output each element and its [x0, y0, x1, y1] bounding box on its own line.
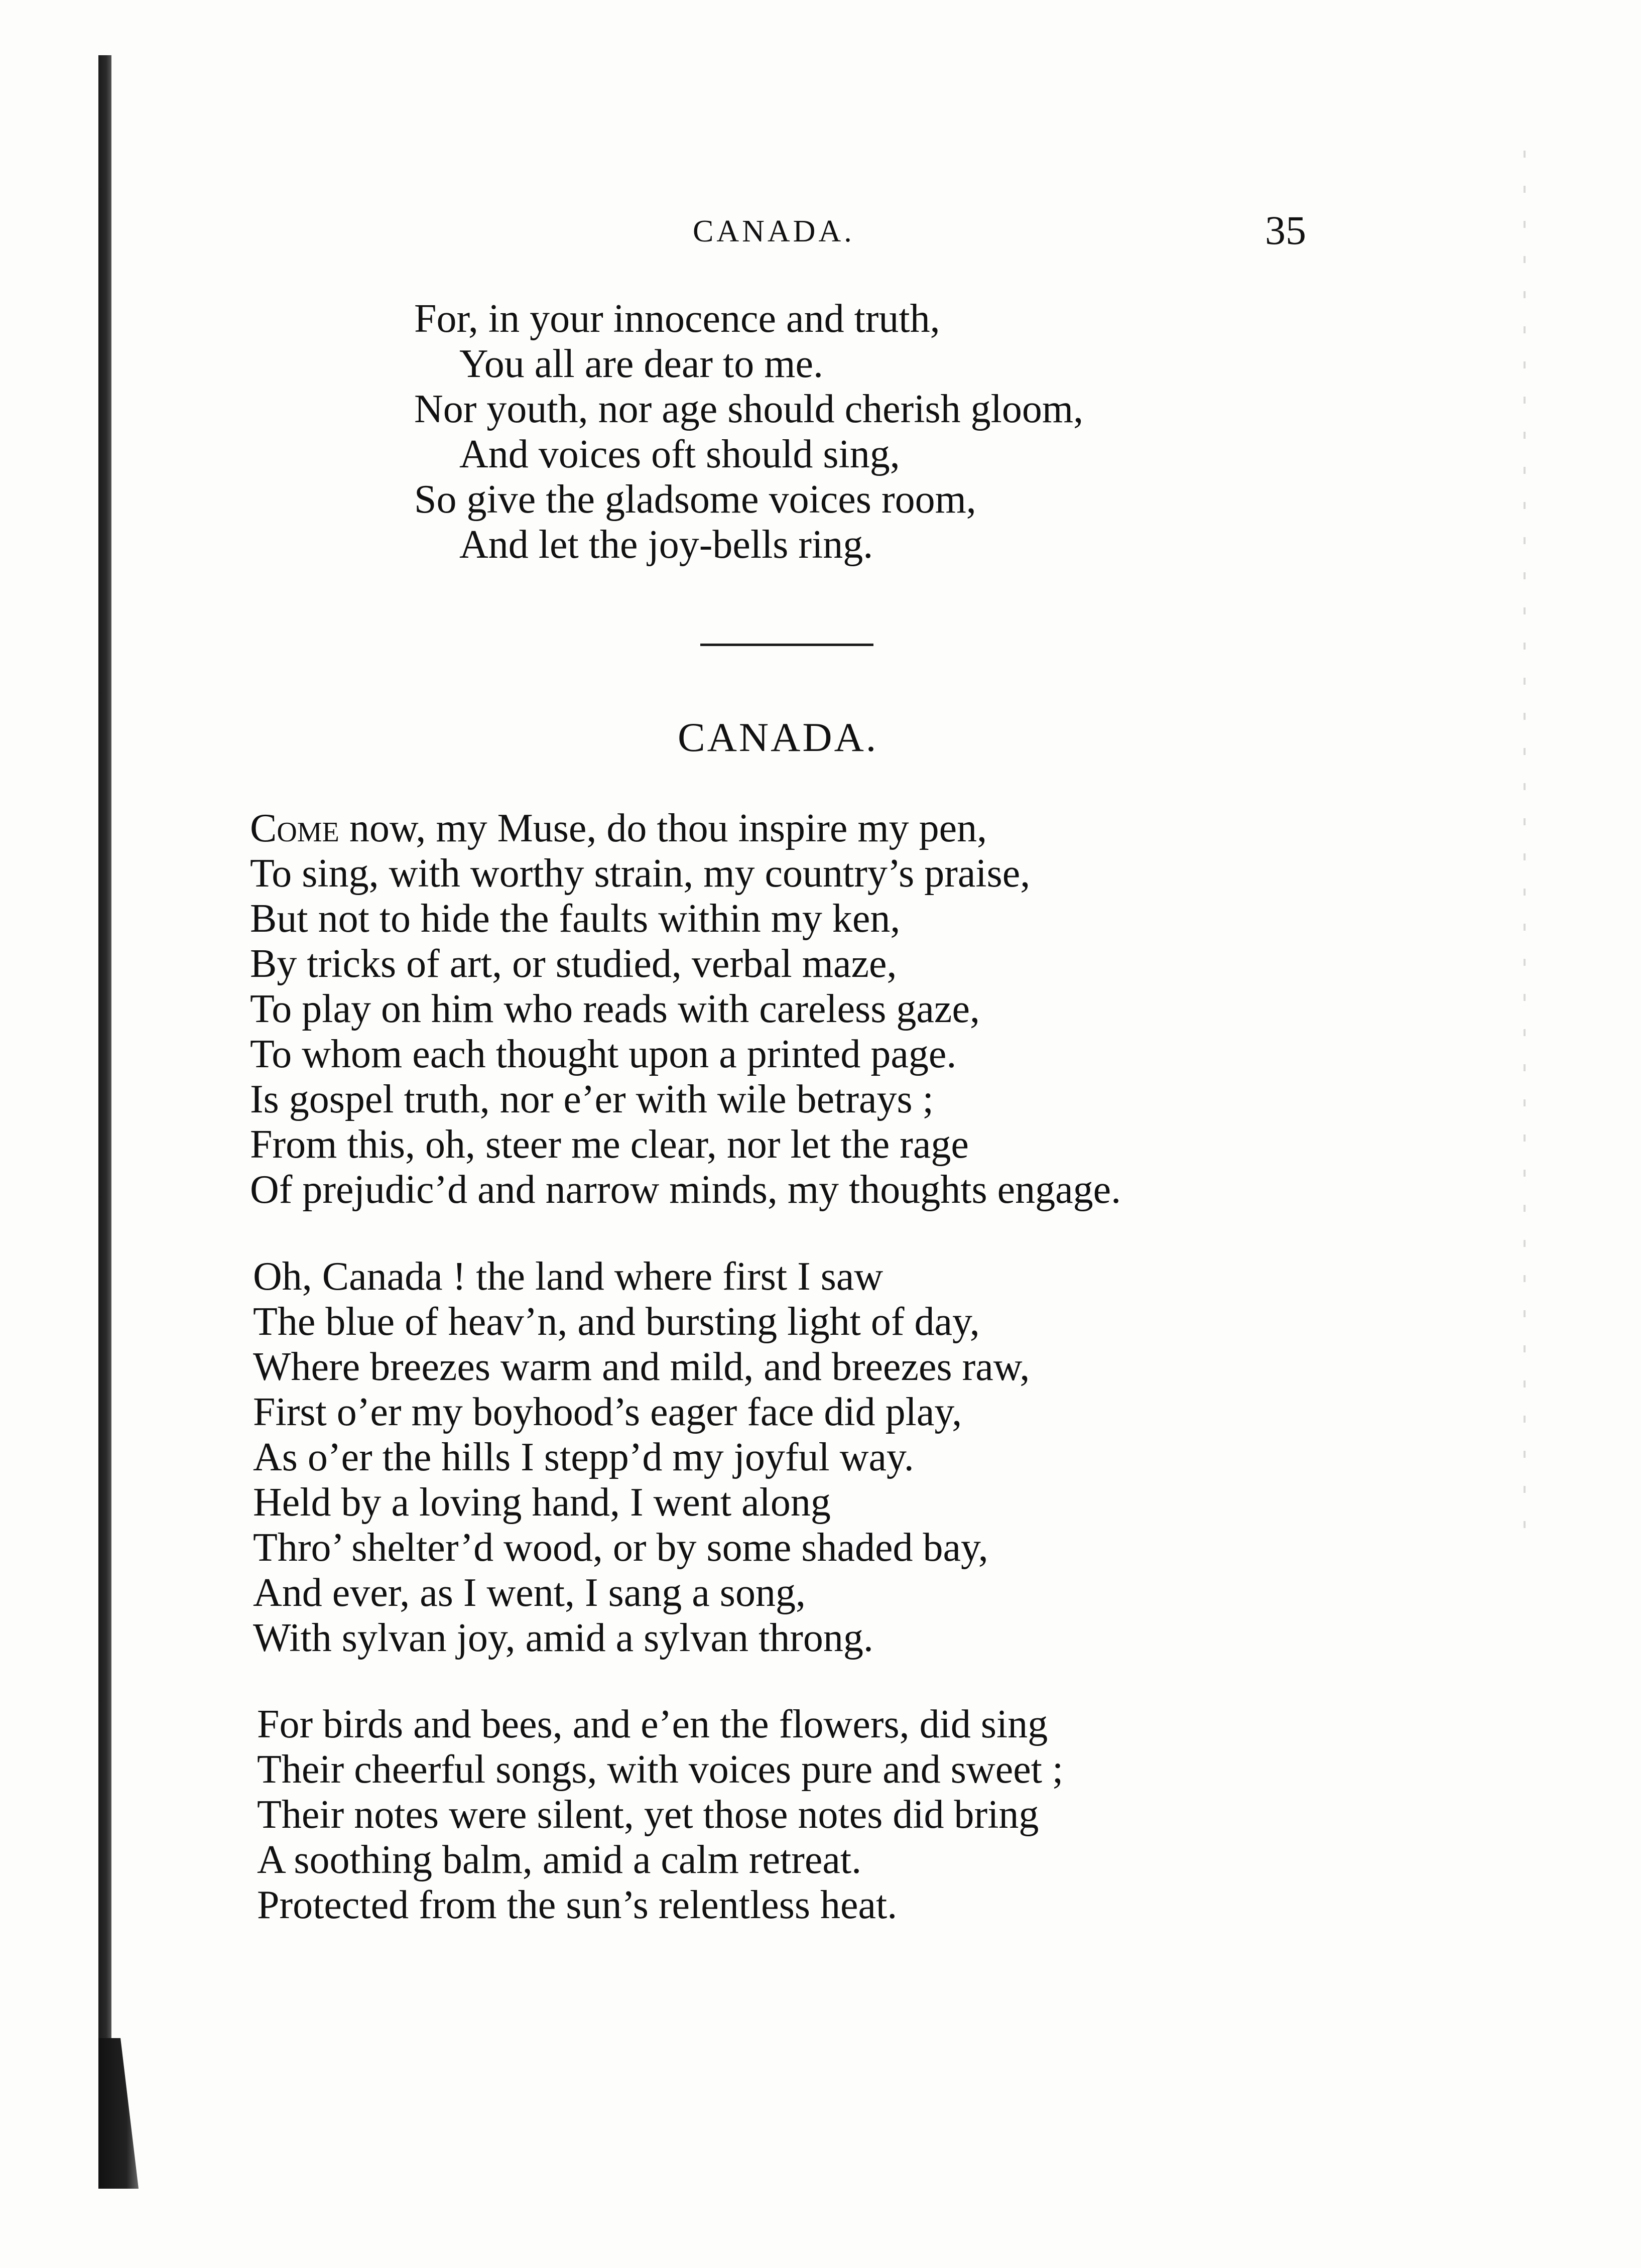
verse-line: To play on him who reads with careless gaze, [250, 987, 980, 1031]
verse-line: A soothing balm, amid a calm retreat. [257, 1838, 862, 1882]
verse-line: First o’er my boyhood’s eager face did play, [253, 1390, 962, 1434]
running-title: CANADA. [693, 214, 855, 248]
poem-title: CANADA. [678, 714, 878, 760]
page-edge-specks [1524, 151, 1526, 1556]
verse-line: The blue of heav’n, and bursting light of day, [253, 1300, 980, 1344]
stanza-three [257, 1702, 1063, 1928]
verse-line: Nor youth, nor age should cherish gloom, [414, 387, 1084, 431]
verse-line: By tricks of art, or studied, verbal maze, [250, 942, 897, 986]
section-divider [700, 644, 873, 646]
stanza-one [250, 806, 1121, 1212]
page-number: 35 [1265, 207, 1306, 253]
continuation-stanza [414, 296, 1083, 567]
first-line-rest: now, my Muse, do thou inspire my pen, [339, 806, 987, 850]
verse-line: Oh, Canada ! the land where first I saw [253, 1254, 883, 1299]
binding-edge [98, 55, 111, 2179]
verse-line: Of prejudic’d and narrow minds, my thoughts engage. [250, 1168, 1121, 1212]
verse-line: You all are dear to me. [459, 342, 823, 386]
verse-line: And let the joy-bells ring. [459, 523, 873, 567]
verse-line: Is gospel truth, nor e’er with wile betrays ; [250, 1077, 934, 1121]
binding-shadow [98, 2038, 139, 2189]
verse-line: To whom each thought upon a printed page. [250, 1032, 957, 1076]
drop-word: Come [250, 806, 339, 850]
verse-line: To sing, with worthy strain, my country’s praise, [250, 851, 1031, 896]
stanza-two [253, 1254, 1030, 1661]
verse-line: For, in your innocence and truth, [414, 297, 940, 341]
verse-line-first [250, 806, 1121, 851]
verse-line: And ever, as I went, I sang a song, [253, 1571, 806, 1615]
verse-line: But not to hide the faults within my ken, [250, 897, 901, 941]
verse-line: From this, oh, steer me clear, nor let the rage [250, 1122, 969, 1167]
verse-line: Their cheerful songs, with voices pure and sweet ; [257, 1747, 1064, 1792]
verse-line: For birds and bees, and e’en the flowers, did sing [257, 1702, 1048, 1746]
verse-line: Their notes were silent, yet those notes did bring [257, 1793, 1039, 1837]
verse-line: So give the gladsome voices room, [414, 477, 976, 522]
verse-line: Thro’ shelter’d wood, or by some shaded bay, [253, 1526, 988, 1570]
verse-line: As o’er the hills I stepp’d my joyful way. [253, 1435, 914, 1479]
verse-line: And voices oft should sing, [459, 432, 900, 476]
verse-line: Protected from the sun’s relentless heat. [257, 1883, 898, 1927]
verse-line: With sylvan joy, amid a sylvan throng. [253, 1616, 873, 1660]
verse-line: Held by a loving hand, I went along [253, 1480, 831, 1525]
verse-line: Where breezes warm and mild, and breezes raw, [253, 1345, 1030, 1389]
